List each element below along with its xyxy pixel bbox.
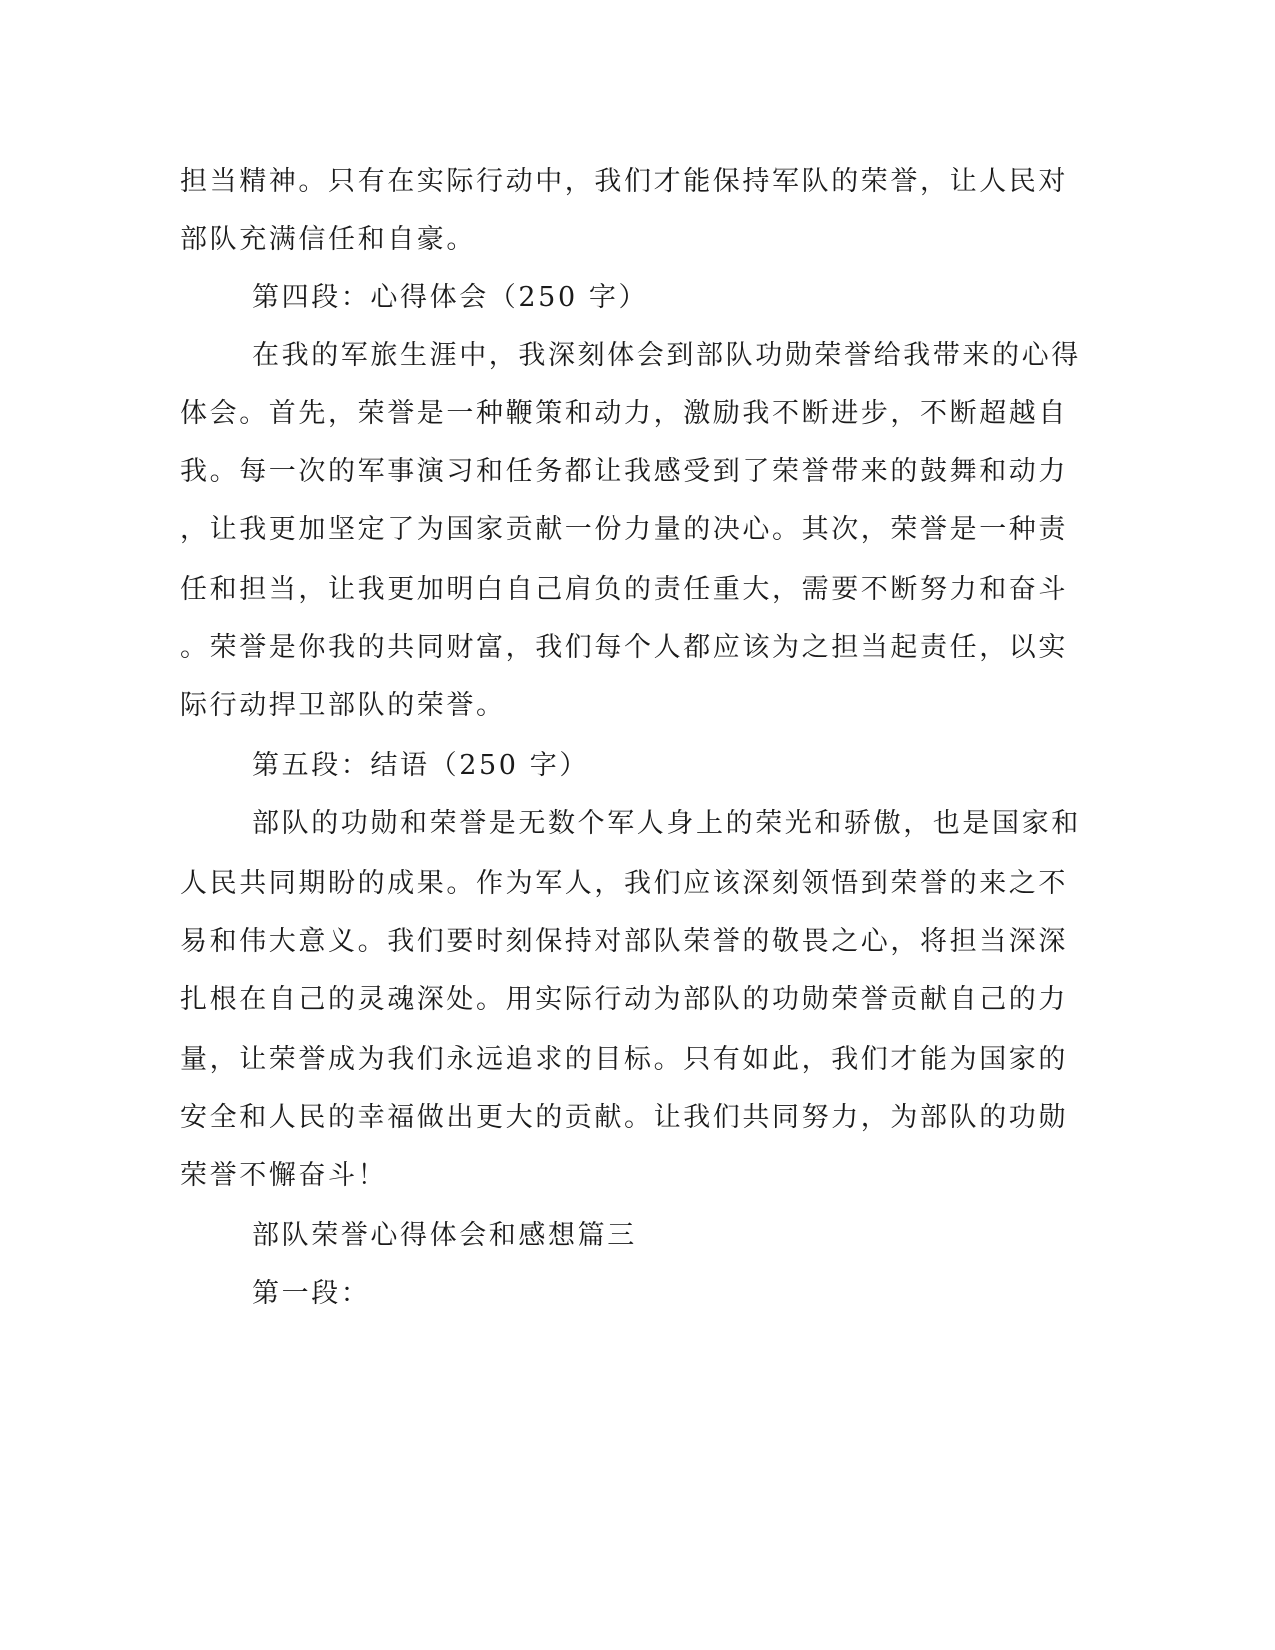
section-heading-1: 第一段：: [252, 1278, 371, 1309]
paragraph-line: 人民共同期盼的成果。作为军人，我们应该深刻领悟到荣誉的来之不: [180, 868, 1068, 899]
section-heading-4: 第四段：心得体会（250 字）: [252, 282, 649, 313]
paragraph-line: 际行动捍卫部队的荣誉。: [180, 690, 506, 721]
paragraph-line: 在我的军旅生涯中，我深刻体会到部队功勋荣誉给我带来的心得: [252, 340, 1081, 371]
paragraph-line: ，让我更加坚定了为国家贡献一份力量的决心。其次，荣誉是一种责: [180, 514, 1068, 545]
paragraph-line: 体会。首先，荣誉是一种鞭策和动力，激励我不断进步，不断超越自: [180, 398, 1068, 429]
paragraph-line: 任和担当，让我更加明白自己肩负的责任重大，需要不断努力和奋斗: [180, 574, 1068, 605]
section-heading-5: 第五段：结语（250 字）: [252, 750, 589, 781]
paragraph-line: 量，让荣誉成为我们永远追求的目标。只有如此，我们才能为国家的: [180, 1044, 1068, 1075]
paragraph-line: 部队充满信任和自豪。: [180, 224, 476, 255]
article-title: 部队荣誉心得体会和感想篇三: [252, 1220, 637, 1251]
paragraph-line: 。荣誉是你我的共同财富，我们每个人都应该为之担当起责任，以实: [180, 632, 1068, 663]
paragraph-line: 我。每一次的军事演习和任务都让我感受到了荣誉带来的鼓舞和动力: [180, 456, 1068, 487]
paragraph-line: 扎根在自己的灵魂深处。用实际行动为部队的功勋荣誉贡献自己的力: [180, 984, 1068, 1015]
paragraph-line: 部队的功勋和荣誉是无数个军人身上的荣光和骄傲，也是国家和: [252, 808, 1081, 839]
paragraph-line: 易和伟大意义。我们要时刻保持对部队荣誉的敬畏之心，将担当深深: [180, 926, 1068, 957]
paragraph-line: 安全和人民的幸福做出更大的贡献。让我们共同努力，为部队的功勋: [180, 1102, 1068, 1133]
paragraph-line: 担当精神。只有在实际行动中，我们才能保持军队的荣誉，让人民对: [180, 166, 1068, 197]
paragraph-line: 荣誉不懈奋斗！: [180, 1160, 388, 1191]
